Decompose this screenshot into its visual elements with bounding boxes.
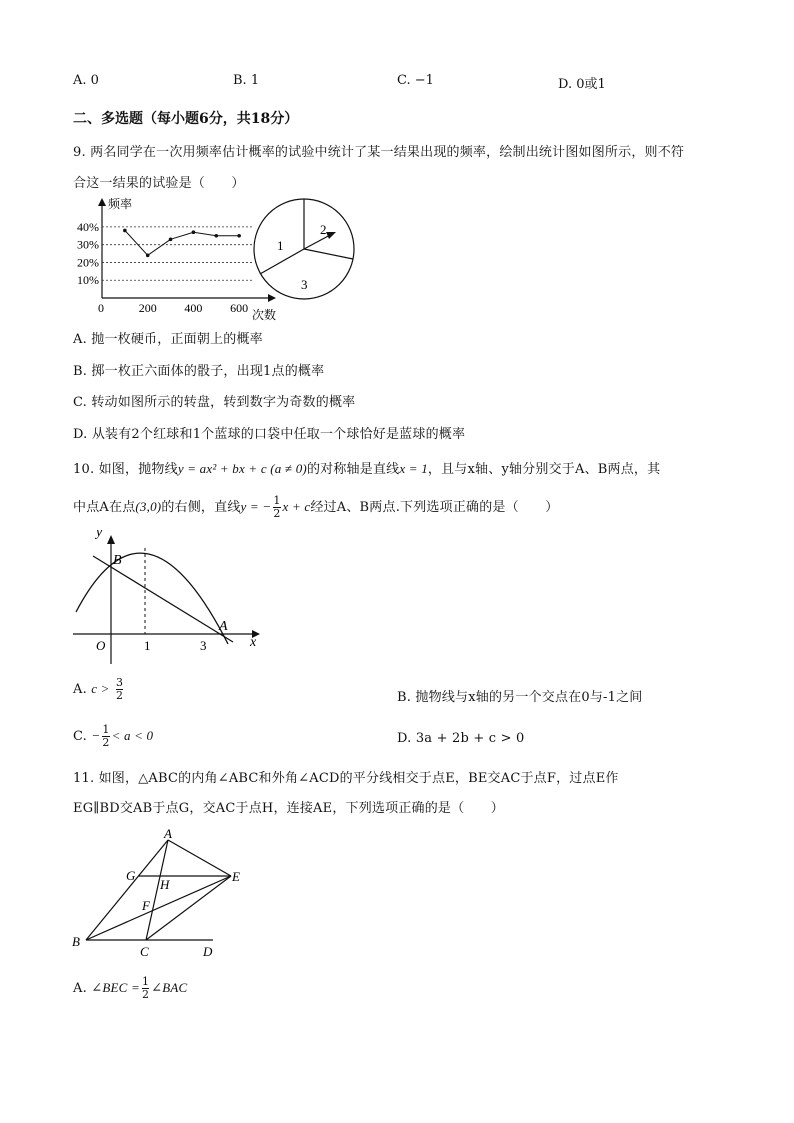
spinner-label-3: 3 (301, 277, 308, 292)
q11-option-a (73, 976, 187, 1001)
opt-c-math: < a < 0 (111, 728, 154, 743)
q10-option-c (73, 724, 153, 749)
q9-option-d: D. 从装有2个红球和1个蓝球的口袋中任取一个球恰好是蓝球的概率 (73, 427, 466, 442)
chart-y-tick-label: 20% (77, 255, 99, 270)
chart-data-point (192, 230, 196, 234)
q10-option-d: D. 3a + 2b + c > 0 (397, 731, 525, 746)
point-b-label: B (113, 553, 122, 568)
q9-option-b: B. 掷一枚正六面体的骰子，出现1点的概率 (73, 364, 325, 379)
line-ae (168, 840, 231, 876)
q10-l1-text: 10. 如图，抛物线 (73, 462, 178, 477)
frequency-chart (77, 196, 276, 322)
q10-line-eq-b: x + c (282, 499, 311, 514)
frac-den: 2 (273, 507, 281, 520)
section-title: 二、多选题（每小题6分，共18分） (73, 111, 299, 127)
q11-line1: 11. 如图，△ABC的内角∠ABC和外角∠ACD的平分线相交于点E，BE交AC于点F，过点E作 (73, 771, 619, 786)
q8-option-d: D. 0或1 (558, 77, 606, 92)
q10-parabola-equation: y = ax² + bx + c (a ≠ 0) (177, 461, 307, 476)
q10-line-fraction (273, 495, 280, 520)
q10-line-eq-a: y = − (240, 499, 272, 514)
q10-l2-text2: 的右侧，直线 (161, 500, 241, 515)
tick-3-label: 3 (200, 638, 207, 653)
label-d: D (203, 944, 213, 959)
q10-l2-text3: 经过A、B两点.下列选项正确的是（ ） (310, 500, 559, 515)
line-ab (93, 556, 233, 642)
parabola (76, 553, 228, 644)
chart-y-tick-label: 40% (77, 219, 99, 234)
chart-data-point (214, 234, 218, 238)
frac-den: 2 (116, 689, 124, 702)
opt-a-fraction (116, 677, 123, 702)
spinner-label-1: 1 (277, 238, 284, 253)
opt-a-rhs: ∠BAC (151, 980, 188, 995)
q10-line2 (73, 495, 558, 520)
q10-graph (68, 530, 268, 670)
q9-line2: 合这一结果的试验是（ ） (73, 176, 245, 191)
opt-a-fraction (142, 976, 149, 1001)
q10-option-a (73, 677, 125, 702)
opt-c-prefix: C. (73, 729, 88, 744)
spinner-arrow (304, 234, 332, 249)
frac-num: 1 (141, 975, 150, 988)
opt-c-fraction (102, 724, 109, 749)
chart-data-point (123, 229, 127, 233)
label-e: E (232, 869, 240, 884)
chart-y-tick-label: 10% (77, 273, 99, 288)
q10-axis-equation: x = 1 (399, 461, 428, 476)
q9-line1: 9. 两名同学在一次用频率估计概率的试验中统计了某一结果出现的频率，绘制出统计图如图所示，则不符 (73, 145, 685, 160)
chart-y-axis-label: 频率 (108, 197, 133, 211)
chart-data-point (169, 238, 173, 242)
chart-x-tick-label: 200 (138, 301, 157, 315)
chart-x-arrow-icon (268, 294, 276, 302)
opt-a-prefix: A. (73, 682, 87, 697)
frac-den: 2 (102, 736, 110, 749)
label-b: B (72, 934, 80, 949)
chart-x-tick-label: 400 (184, 301, 203, 315)
label-c: C (140, 944, 149, 959)
chart-data-point (146, 254, 150, 258)
chart-x-tick-label: 600 (230, 301, 249, 315)
label-f: F (142, 898, 150, 913)
frac-num: 1 (273, 494, 281, 507)
q11-line2: EG∥BD交AB于点G，交AC于点H，连接AE，下列选项正确的是（ ） (73, 801, 504, 816)
q8-option-b: B. 1 (233, 73, 260, 88)
q10-point: (3,0) (135, 499, 162, 514)
line-ba (86, 840, 168, 940)
opt-c-minus: − (91, 728, 101, 743)
opt-a-math: c > (91, 681, 110, 696)
q8-option-a: A. 0 (73, 73, 99, 88)
q9-option-a: A. 抛一枚硬币，正面朝上的概率 (73, 332, 263, 347)
q10-l1-text2: 的对称轴是直线 (306, 462, 400, 477)
q9-option-c: C. 转动如图所示的转盘，转到数字为奇数的概率 (73, 395, 356, 410)
origin-label: O (96, 638, 106, 653)
chart-x-axis-label: 次数 (252, 308, 277, 322)
label-h: H (160, 877, 170, 892)
label-g: G (126, 868, 136, 883)
tick-1-label: 1 (144, 638, 151, 653)
frac-den: 2 (141, 988, 150, 1001)
label-a: A (164, 826, 172, 841)
q10-l1-text3: ，且与x轴、y轴分别交于A、B两点，其 (427, 462, 661, 477)
q10-line1 (73, 458, 660, 477)
q10-l2-text: 中点A在点 (73, 500, 136, 515)
point-a-label: A (219, 619, 228, 634)
spinner-label-2: 2 (320, 222, 327, 237)
arrow-head-icon (326, 232, 336, 239)
y-label: y (96, 530, 103, 540)
spinner (254, 199, 354, 299)
opt-a-lhs: ∠BEC = (91, 980, 140, 995)
q9-figure (70, 194, 370, 324)
chart-x-tick-label: 0 (98, 301, 104, 315)
x-label: x (250, 635, 257, 650)
opt-a-prefix: A. (73, 981, 87, 996)
q8-option-c: C. −1 (397, 73, 434, 88)
chart-y-tick-label: 30% (77, 237, 99, 252)
q11-figure (68, 826, 258, 964)
chart-y-arrow-icon (98, 198, 106, 206)
chart-data-point (237, 234, 241, 238)
y-axis-arrow-icon (107, 535, 115, 544)
frac-num: 1 (102, 723, 110, 736)
frac-num: 3 (116, 676, 124, 689)
q10-option-b: B. 抛物线与x轴的另一个交点在0与-1之间 (397, 690, 643, 705)
chart-series-line (125, 230, 239, 255)
